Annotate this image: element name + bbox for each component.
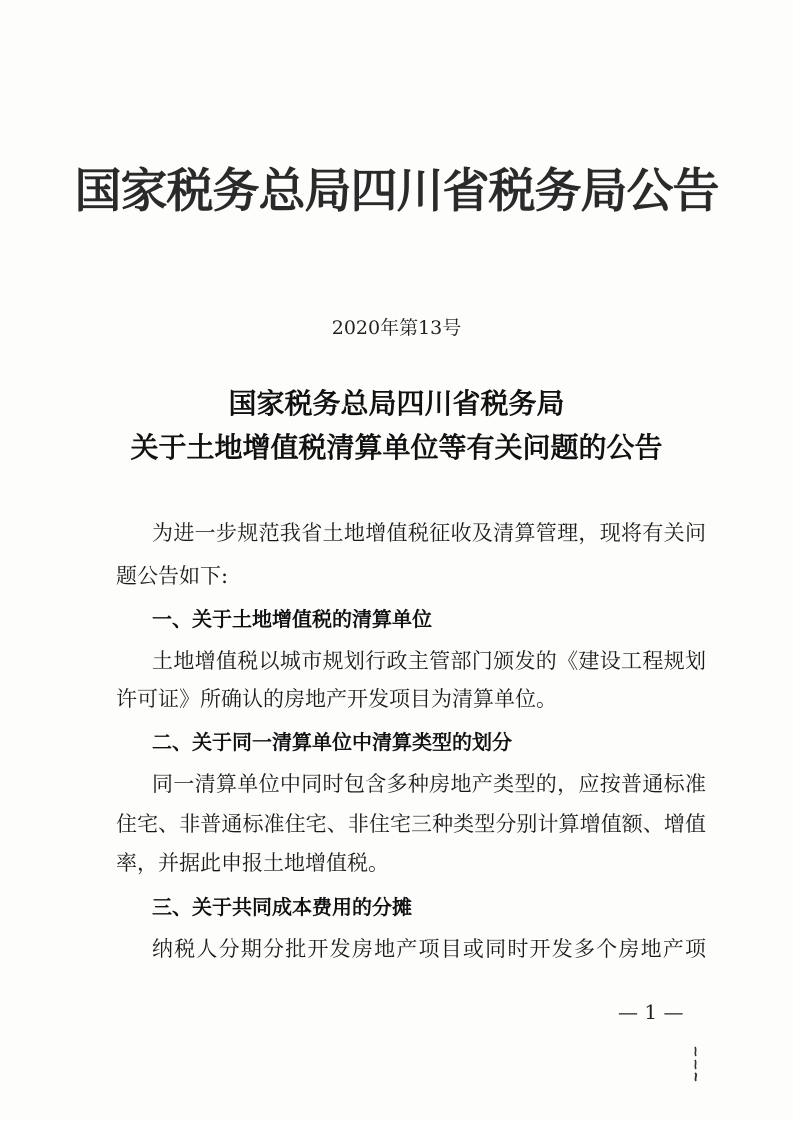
intro-paragraph-line-1: 为进一步规范我省土地增值税征收及清算管理，现将有关问	[152, 521, 706, 545]
intro-paragraph-line-2: 题公告如下:	[116, 564, 229, 588]
binding-mark-icon	[692, 1046, 700, 1082]
section-1-line-2: 许可证》所确认的房地产开发项目为清算单位。	[116, 687, 557, 711]
document-number: 2020年第13号	[331, 317, 462, 339]
section-2-line-3: 率，并据此申报土地增值税。	[116, 851, 389, 875]
section-3-heading: 三、关于共同成本费用的分摊	[152, 895, 412, 919]
sub-title-line-2: 关于土地增值税清算单位等有关问题的公告	[130, 431, 663, 464]
section-1-line-1: 土地增值税以城市规划行政主管部门颁发的《建设工程规划	[152, 649, 706, 673]
main-title: 国家税务总局四川省税务局公告	[74, 164, 719, 219]
section-1-heading: 一、关于土地增值税的清算单位	[152, 607, 432, 631]
sub-title-line-1: 国家税务总局四川省税务局	[228, 387, 565, 420]
page-number: — 1 —	[618, 1000, 684, 1024]
section-3-line-1: 纳税人分期分批开发房地产项目或同时开发多个房地产项	[152, 937, 706, 961]
section-2-line-2: 住宅、非普通标准住宅、非住宅三种类型分别计算增值额、增值	[116, 812, 706, 836]
section-2-line-1: 同一清算单位中同时包含多种房地产类型的，应按普通标准	[152, 772, 706, 796]
section-2-heading: 二、关于同一清算单位中清算类型的划分	[152, 730, 512, 754]
